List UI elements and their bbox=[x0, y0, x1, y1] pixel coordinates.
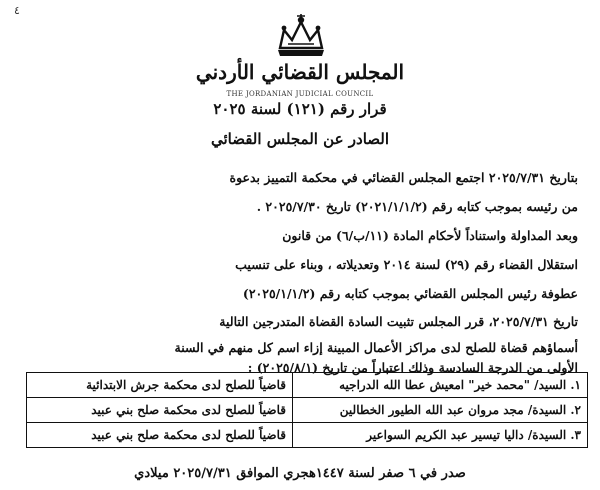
body-line: أسماؤهم قضاة للصلح لدى مراكز الأعمال المبينة إزاء اسم كل منهم في السنة bbox=[174, 340, 578, 355]
body-line: تاريخ ٢٠٢٥/٧/٣١، قرر المجلس تثبيت السادة القضاة المتدرجين التالية bbox=[219, 314, 578, 329]
council-name-english: THE JORDANIAN JUDICIAL COUNCIL bbox=[226, 90, 374, 98]
decision-issuer: الصادر عن المجلس القضائي bbox=[210, 130, 390, 148]
body-line: بتاريخ ٢٠٢٥/٧/٣١ اجتمع المجلس القضائي في محكمة التمييز بدعوة bbox=[229, 170, 578, 185]
body-line: الأولى من الدرجة السادسة وذلك اعتباراً من تاريخ (٢٠٢٥/٨/١) : bbox=[247, 360, 578, 375]
table-row bbox=[27, 398, 588, 423]
judge-name: ٢. السيدة/ مجد مروان عبد الله الطيور الخطالين bbox=[293, 398, 588, 423]
judge-name: ٣. السيدة/ داليا تيسير عبد الكريم السواعير bbox=[293, 423, 588, 448]
judge-post: قاضياً للصلح لدى محكمة صلح بني عبيد bbox=[27, 423, 293, 448]
table-row bbox=[27, 373, 588, 398]
judge-name: ١. السيد/ "محمد خير" امعيش عطا الله الدراجيه bbox=[293, 373, 588, 398]
decision-number: قرار رقم (١٢١) لسنة ٢٠٢٥ bbox=[213, 100, 387, 118]
body-line: عطوفة رئيس المجلس القضائي بموجب كتابه رقم (٢٠٢٥/١/١/٢) bbox=[242, 286, 578, 301]
letterhead bbox=[0, 6, 600, 102]
table-row bbox=[27, 423, 588, 448]
issue-date: صدر في ٦ صفر لسنة ١٤٤٧هجري الموافق ٢٠٢٥/٧/٣١ ميلادي bbox=[134, 466, 466, 481]
body-line: استقلال القضاء رقم (٢٩) لسنة ٢٠١٤ وتعديلاته ، وبناء على تنسيب bbox=[235, 257, 578, 272]
judge-post: قاضياً للصلح لدى محكمة جرش الابتدائية bbox=[27, 373, 293, 398]
judge-post: قاضياً للصلح لدى محكمة صلح بني عبيد bbox=[27, 398, 293, 423]
page-marker: ٤ bbox=[14, 4, 20, 17]
council-name-arabic: المجلس القضائي الأردني bbox=[195, 60, 405, 84]
body-line: وبعد المداولة واستناداً لأحكام المادة (١١/ب/٦) من قانون bbox=[282, 228, 578, 243]
judges-table bbox=[26, 372, 588, 448]
crown-icon bbox=[270, 14, 332, 60]
body-line: من رئيسه بموجب كتابه رقم (٢٠٢١/١/١/٢) تاريخ ٢٠٢٥/٧/٣٠ . bbox=[256, 199, 578, 214]
